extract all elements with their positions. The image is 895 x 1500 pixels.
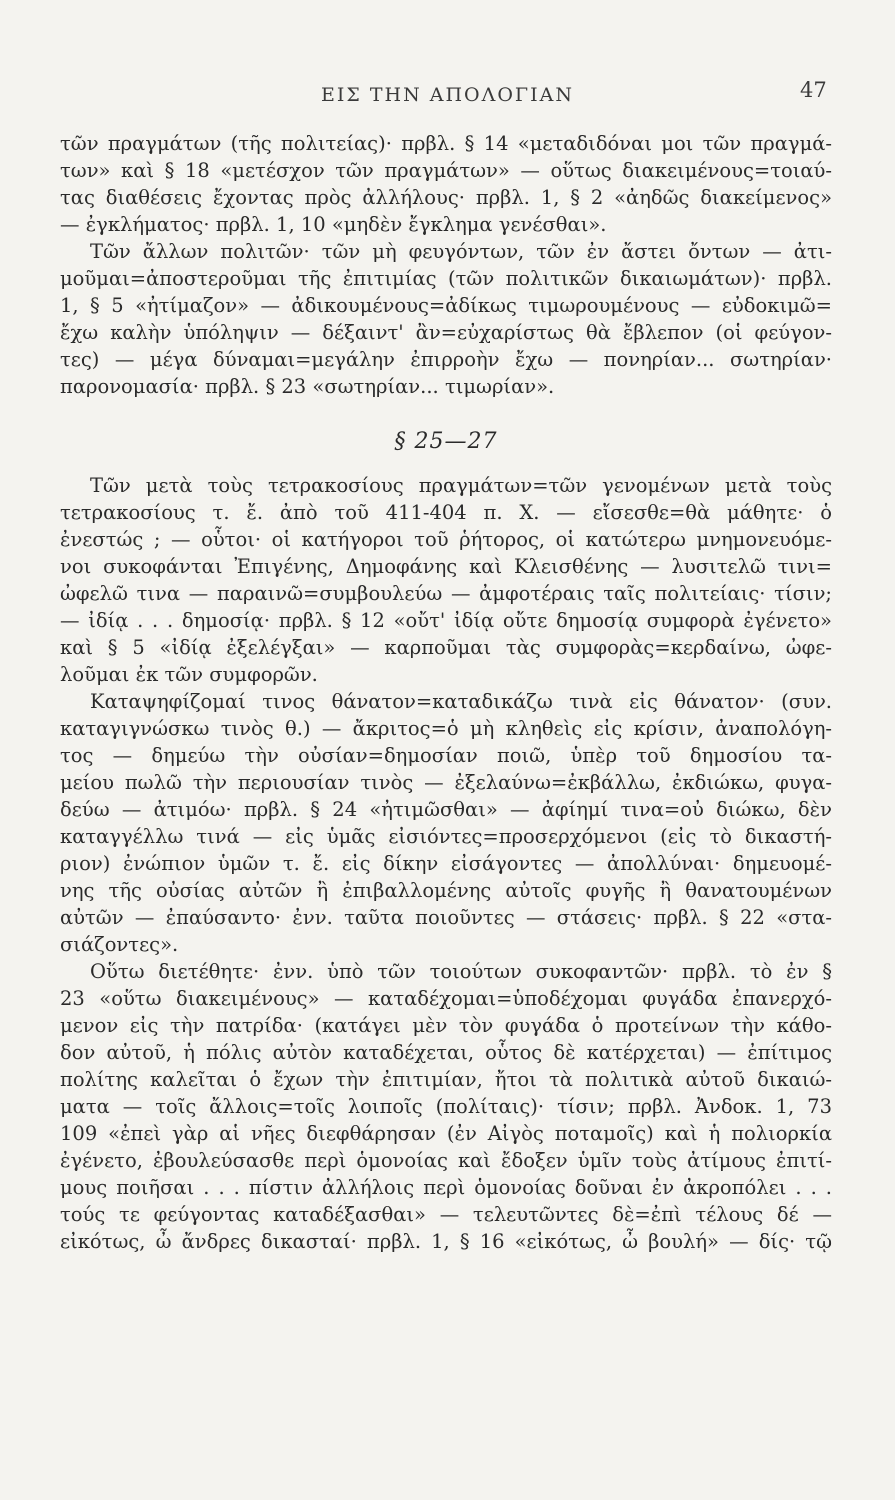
text-line: ὠφελῶ τινα — παραινῶ=συμβουλεύω — ἀμφοτέραις ταῖς πολιτείαις· τίσιν; [60,582,832,605]
text-line: μείου πωλῶ τὴν περιουσίαν τινὸς — ἐξελαύνω=ἐκβάλλω, ἐκδιώκω, φυγα- [60,771,832,794]
text-line: λοῦμαι ἐκ τῶν συμφορῶν. [60,663,318,686]
text-line: τος — δημεύω τὴν οὐσίαν=δημοσίαν ποιῶ, ὑπὲρ τοῦ δημοσίου τα- [60,744,832,767]
text-line: τούς τε φεύγοντας καταδέξασθαι» — τελευτῶντες δὲ=ἐπὶ τέλους δέ — [60,1203,832,1226]
text-line: εἰκότως, ὦ ἄνδρες δικασταί· πρβλ. 1, § 16 «εἰκότως, ὦ βουλή» — δίς· τῷ [60,1230,832,1253]
text-line: παρονομασία· πρβλ. § 23 «σωτηρίαν... τιμωρίαν». [60,375,555,398]
text-line: τετρακοσίους τ. ἔ. ἀπὸ τοῦ 411-404 π. Χ. — εἴσεσθε=θὰ μάθητε· ὁ [60,501,832,524]
text-line: Καταψηφίζομαί τινος θάνατον=καταδικάζω τινὰ εἰς θάνατον· (συν. [90,690,832,713]
text-line: Οὕτω διετέθητε· ἐνν. ὑπὸ τῶν τοιούτων συκοφαντῶν· πρβλ. τὸ ἐν § [90,960,832,983]
text-line: πολίτης καλεῖται ὁ ἔχων τὴν ἐπιτιμίαν, ἤτοι τὰ πολιτικὰ αὐτοῦ δικαιώ- [60,1068,832,1091]
text-line: καὶ § 5 «ἰδίᾳ ἐξελέγξαι» — καρποῦμαι τὰς συμφορὰς=κερδαίνω, ὠφε- [60,636,832,659]
paragraph-3 [60,472,832,688]
paragraph-1 [60,130,832,238]
text-line: καταγγέλλω τινά — εἰς ὑμᾶς εἰσιόντες=προσερχόμενοι (εἰς τὸ δικαστή- [60,825,832,848]
text-line: δον αὐτοῦ, ἡ πόλις αὐτὸν καταδέχεται, οὗτος δὲ κατέρχεται) — ἐπίτιμος [60,1041,832,1064]
running-title: ΕΙΣ ΤΗΝ ΑΠΟΛΟΓΙΑΝ [321,84,574,106]
text-line: δεύω — ἀτιμόω· πρβλ. § 24 «ἠτιμῶσθαι» — ἀφίημί τινα=οὐ διώκω, δὲν [60,798,832,821]
text-line: 109 «ἐπεὶ γὰρ αἱ νῆες διεφθάρησαν (ἐν Αἰγὸς ποταμοῖς) καὶ ἡ πολιορκία [60,1122,832,1145]
text-line: μους ποιῆσαι . . . πίστιν ἀλλήλοις περὶ ὁμονοίας δοῦναι ἐν ἀκροπόλει . . . [60,1176,832,1199]
text-line: ματα — τοῖς ἄλλοις=τοῖς λοιποῖς (πολίταις)· τίσιν; πρβλ. Ἀνδοκ. 1, 73 [60,1095,832,1118]
text-line: μενον εἰς τὴν πατρίδα· (κατάγει μὲν τὸν φυγάδα ὁ προτείνων τὴν κάθο- [60,1014,832,1037]
section-heading: § 25—27 [394,429,498,454]
text-line: ἐγένετο, ἐβουλεύσασθε περὶ ὁμονοίας καὶ ἔδοξεν ὑμῖν τοὺς ἀτίμους ἐπιτί- [60,1149,832,1172]
paragraph-4 [60,688,832,958]
paragraph-2 [60,238,832,400]
text-line: Τῶν ἄλλων πολιτῶν· τῶν μὴ φευγόντων, τῶν ἐν ἄστει ὄντων — ἀτι- [90,240,832,263]
text-line: ριον) ἐνώπιον ὑμῶν τ. ἔ. εἰς δίκην εἰσάγοντες — ἀπολλύναι· δημευομέ- [60,852,832,875]
text-line: ἐνεστώς ; — οὗτοι· οἱ κατήγοροι τοῦ ῥήτορος, οἱ κατώτερω μνημονευόμε- [60,528,832,551]
text-line: — ἐγκλήματος· πρβλ. 1, 10 «μηδὲν ἔγκλημα γενέσθαι». [60,213,607,236]
text-line: τῶν πραγμάτων (τῆς πολιτείας)· πρβλ. § 14 «μεταδιδόναι μοι τῶν πραγμά- [60,132,832,155]
text-line: Τῶν μετὰ τοὺς τετρακοσίους πραγμάτων=τῶν γενομένων μετὰ τοὺς [90,474,832,497]
text-line: τας διαθέσεις ἔχοντας πρὸς ἀλλήλους· πρβλ. 1, § 2 «ἀηδῶς διακείμενος» [60,186,832,209]
paragraph-5 [60,958,832,1255]
text-line: τες) — μέγα δύναμαι=μεγάλην ἐπιρροὴν ἔχω — πονηρίαν... σωτηρίαν· [60,348,832,371]
text-line: 1, § 5 «ἠτίμαζον» — ἀδικουμένους=ἀδίκως τιμωρουμένους — εὐδοκιμῶ= [60,294,832,317]
text-line: νοι συκοφάνται Ἐπιγένης, Δημοφάνης καὶ Κλεισθένης — λυσιτελῶ τινι= [60,555,832,578]
text-line: των» καὶ § 18 «μετέσχον τῶν πραγμάτων» — οὕτως διακειμένους=τοιαύ- [60,159,832,182]
text-line: νης τῆς οὐσίας αὐτῶν ἢ ἐπιβαλλομένης αὐτοῖς φυγῆς ἢ θανατουμένων [60,879,832,902]
commentary-body [60,130,832,1255]
text-line: αὐτῶν — ἐπαύσαντο· ἐνν. ταῦτα ποιοῦντες — στάσεις· πρβλ. § 22 «στα- [60,906,832,929]
page-number: 47 [800,78,827,102]
text-line: σιάζοντες». [60,933,179,956]
text-line: μοῦμαι=ἀποστεροῦμαι τῆς ἐπιτιμίας (τῶν πολιτικῶν δικαιωμάτων)· πρβλ. [60,267,832,290]
text-line: — ἰδίᾳ . . . δημοσίᾳ· πρβλ. § 12 «οὔτ' ἰδίᾳ οὔτε δημοσίᾳ συμφορὰ ἐγένετο» [60,609,832,632]
text-line: καταγιγνώσκω τινὸς θ.) — ἄκριτος=ὁ μὴ κληθεὶς εἰς κρίσιν, ἀναπολόγη- [60,717,832,740]
text-line: 23 «οὕτω διακειμένους» — καταδέχομαι=ὑποδέχομαι φυγάδα ἐπανερχό- [60,987,832,1010]
text-line: ἔχω καλὴν ὑπόληψιν — δέξαιντ' ἂν=εὐχαρίστως θὰ ἔβλεπον (οἱ φεύγον- [60,321,832,344]
